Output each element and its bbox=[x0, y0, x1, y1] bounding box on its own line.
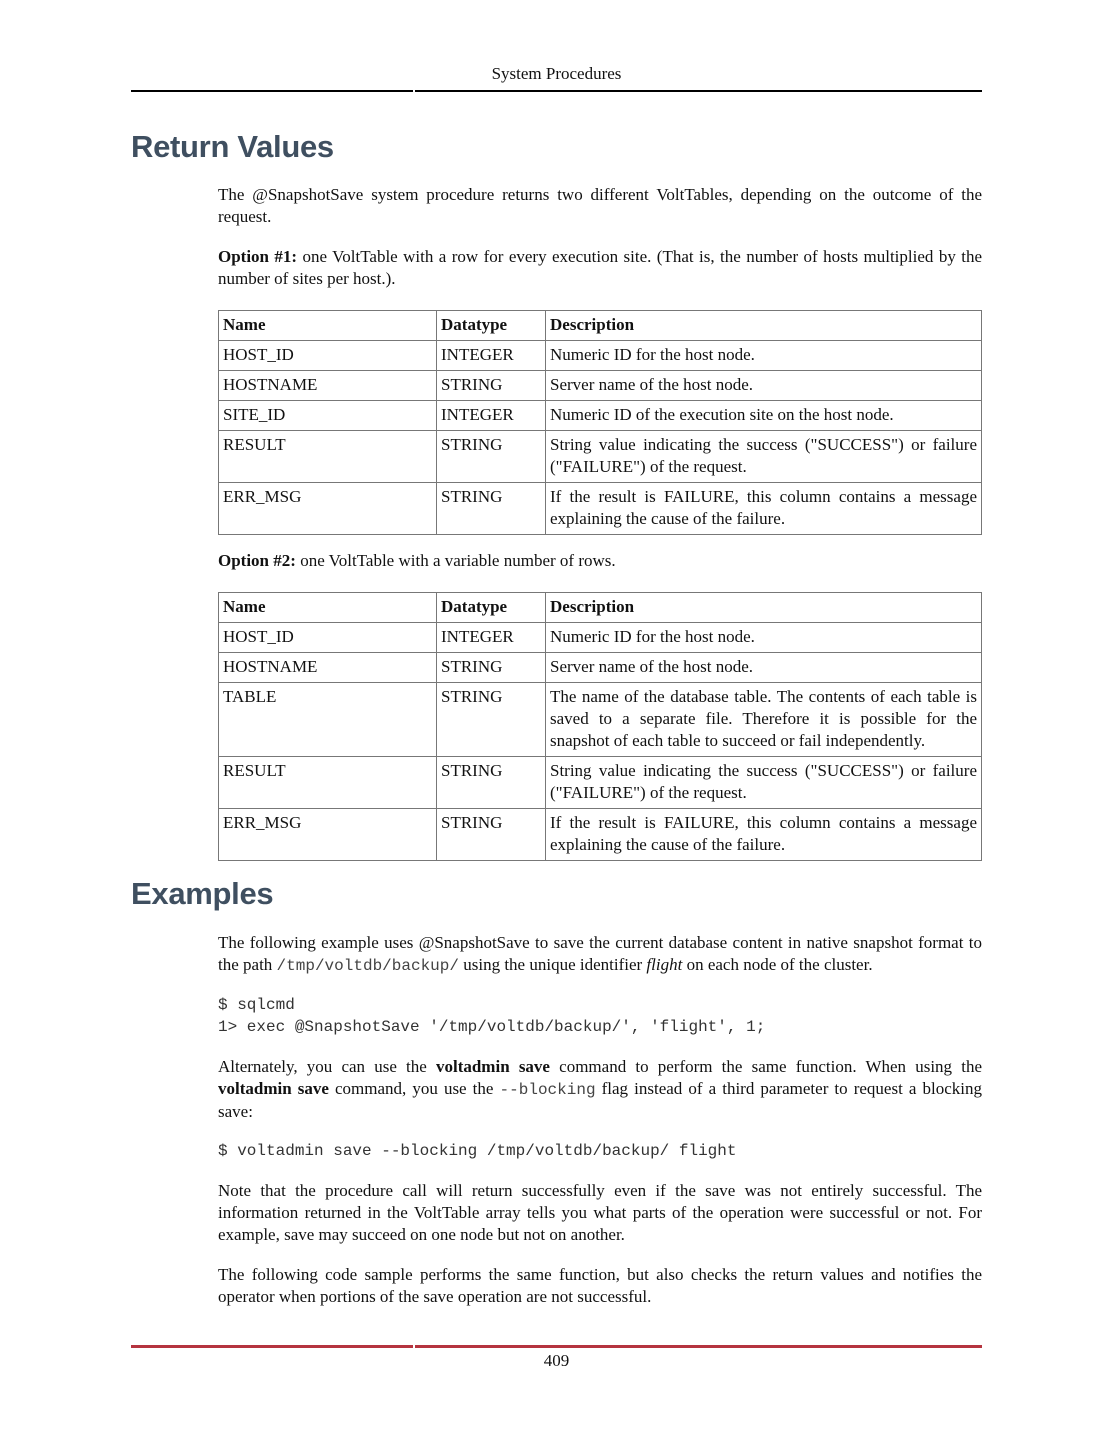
table-row bbox=[219, 483, 982, 535]
cell-name: ERR_MSG bbox=[219, 809, 437, 861]
code-line: $ sqlcmd bbox=[218, 996, 295, 1014]
table-row bbox=[219, 341, 982, 371]
text-span: Alternately, you can use the bbox=[218, 1057, 436, 1076]
cell-name: HOSTNAME bbox=[219, 653, 437, 683]
text-span: flag instead of a third parameter to request a blocking save: bbox=[218, 1079, 983, 1121]
cell-datatype: STRING bbox=[437, 483, 546, 535]
table-row bbox=[219, 683, 982, 757]
flag-code: --blocking bbox=[499, 1081, 596, 1099]
return-table-option2 bbox=[218, 592, 982, 861]
option1-label: Option #1: bbox=[218, 247, 298, 266]
cell-description: Server name of the host node. bbox=[546, 371, 982, 401]
cell-name: RESULT bbox=[219, 757, 437, 809]
cell-description: The name of the database table. The contents of each table is saved to a separate file. Therefore it is possible for the snapshot of each table to succeed or fail independently. bbox=[546, 683, 982, 757]
option2-label: Option #2: bbox=[218, 551, 296, 570]
cell-datatype: INTEGER bbox=[437, 401, 546, 431]
cell-description: Numeric ID for the host node. bbox=[546, 623, 982, 653]
table-row bbox=[219, 653, 982, 683]
text-span: using the unique identifier bbox=[458, 955, 647, 974]
cell-datatype: STRING bbox=[437, 431, 546, 483]
heading-examples: Examples bbox=[131, 876, 274, 911]
cell-description: String value indicating the success ("SUCCESS") or failure ("FAILURE") of the request. bbox=[546, 431, 982, 483]
code-line: 1> exec @SnapshotSave '/tmp/voltdb/backup/', 'flight', 1; bbox=[218, 1018, 766, 1036]
code-sample-paragraph: The following code sample performs the same function, but also checks the return values and notifies the operator when portions of the save operation are not successful. bbox=[218, 1265, 982, 1306]
example-intro-paragraph bbox=[218, 932, 982, 977]
column-header-description: Description bbox=[546, 311, 982, 341]
table-row bbox=[219, 431, 982, 483]
voltadmin-paragraph bbox=[218, 1056, 982, 1123]
table-row bbox=[219, 401, 982, 431]
text-span: command, you use the bbox=[328, 1079, 500, 1098]
cell-name: TABLE bbox=[219, 683, 437, 757]
footer-rule bbox=[131, 1345, 982, 1348]
cell-datatype: INTEGER bbox=[437, 623, 546, 653]
cell-name: HOST_ID bbox=[219, 341, 437, 371]
table-row bbox=[219, 371, 982, 401]
option1-paragraph bbox=[218, 246, 982, 290]
cell-datatype: INTEGER bbox=[437, 341, 546, 371]
text-span: on each node of the cluster. bbox=[682, 955, 873, 974]
return-intro-paragraph: The @SnapshotSave system procedure returns two different VoltTables, depending on the outcome of the request. bbox=[218, 185, 982, 226]
cell-datatype: STRING bbox=[437, 683, 546, 757]
cell-name: SITE_ID bbox=[219, 401, 437, 431]
cell-datatype: STRING bbox=[437, 809, 546, 861]
option1-text: one VoltTable with a row for every execution site. (That is, the number of hosts multiplied by the number of sites per host.). bbox=[218, 247, 983, 288]
cell-description: If the result is FAILURE, this column contains a message explaining the cause of the failure. bbox=[546, 809, 982, 861]
running-header: System Procedures bbox=[491, 64, 622, 83]
cell-description: Server name of the host node. bbox=[546, 653, 982, 683]
header-rule bbox=[131, 90, 982, 92]
code-block-sqlcmd bbox=[218, 994, 765, 1038]
cell-description: If the result is FAILURE, this column contains a message explaining the cause of the failure. bbox=[546, 483, 982, 535]
column-header-name: Name bbox=[219, 593, 437, 623]
command-text: voltadmin save bbox=[218, 1079, 329, 1098]
column-header-description: Description bbox=[546, 593, 982, 623]
table-row bbox=[219, 757, 982, 809]
option2-paragraph bbox=[218, 550, 982, 572]
text-span: command to perform the same function. When using the bbox=[549, 1057, 982, 1076]
cell-description: String value indicating the success ("SUCCESS") or failure ("FAILURE") of the request. bbox=[546, 757, 982, 809]
code-block-voltadmin: $ voltadmin save --blocking /tmp/voltdb/backup/ flight bbox=[218, 1142, 737, 1160]
path-code: /tmp/voltdb/backup/ bbox=[276, 957, 459, 975]
text-span: The following example uses @SnapshotSave to save the current database content in native snapshot format to the path bbox=[218, 933, 982, 974]
heading-return-values: Return Values bbox=[131, 129, 334, 164]
cell-description: Numeric ID of the execution site on the host node. bbox=[546, 401, 982, 431]
option2-text: one VoltTable with a variable number of rows. bbox=[295, 551, 616, 570]
column-header-name: Name bbox=[219, 311, 437, 341]
table-header-row bbox=[219, 593, 982, 623]
cell-datatype: STRING bbox=[437, 653, 546, 683]
cell-datatype: STRING bbox=[437, 371, 546, 401]
column-header-datatype: Datatype bbox=[437, 593, 546, 623]
table-header-row bbox=[219, 311, 982, 341]
command-text: voltadmin save bbox=[435, 1057, 550, 1076]
cell-description: Numeric ID for the host node. bbox=[546, 341, 982, 371]
return-table-option1 bbox=[218, 310, 982, 535]
cell-datatype: STRING bbox=[437, 757, 546, 809]
column-header-datatype: Datatype bbox=[437, 311, 546, 341]
table-row bbox=[219, 809, 982, 861]
note-paragraph: Note that the procedure call will return successfully even if the save was not entirely successful. The information returned in the VoltTable array tells you what parts of the operation were successful or not. For example, save may succeed on one node but not on another. bbox=[218, 1181, 982, 1244]
cell-name: RESULT bbox=[219, 431, 437, 483]
cell-name: HOSTNAME bbox=[219, 371, 437, 401]
identifier-text: flight bbox=[646, 955, 683, 974]
table-row bbox=[219, 623, 982, 653]
page-number: 409 bbox=[543, 1351, 570, 1370]
cell-name: HOST_ID bbox=[219, 623, 437, 653]
cell-name: ERR_MSG bbox=[219, 483, 437, 535]
